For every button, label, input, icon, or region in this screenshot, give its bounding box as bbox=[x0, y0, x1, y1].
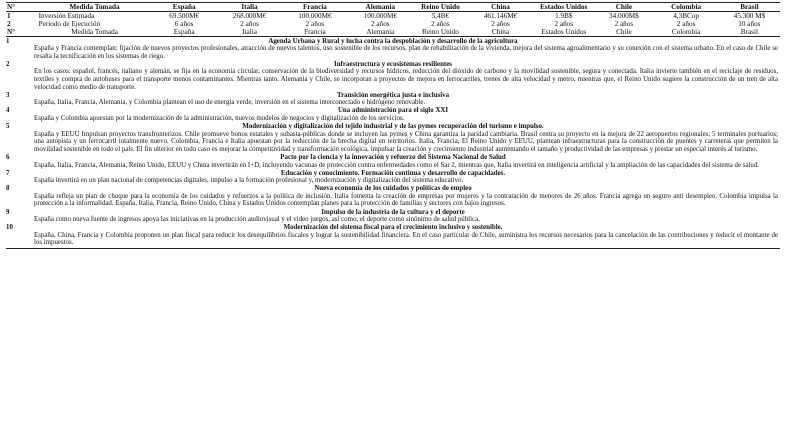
section-header bbox=[6, 170, 780, 178]
section-text: España y EEUU Impulsan proyectos transfronterizos. Chile promueve bonos estatales y subasta-públicas donde se incluyen las pymes y China garantiza la paridad cambiaria. Brasil centra su proyecto en la mejora de 22 aeropuertos regionales; 5 terminales portuarios; una autopista y un ferrocarril totalmente nuevo. Colombia, Francia e Italia apuestan por la reducción de la brecha digital en territorios. Italia, Francia, El Reino Unido y EEUU, plantean infraestructuras para la construcción de puentes y carreteras que permiten la movilidad sostenible en todo el país. El fin ulterior en todo caso es mejorar la competitividad y transformación ecológica, impulsar la creación y crecimiento industrial aumentando el tamaño y productividad de las empresas y prestar un especial interés al turismo. bbox=[34, 130, 778, 153]
header-country: Colombia bbox=[653, 3, 718, 12]
row-value: 2 años bbox=[240, 20, 259, 28]
table-row bbox=[6, 20, 780, 28]
row-value: 100.000M€ bbox=[363, 12, 397, 20]
row-value: 2 años bbox=[614, 20, 634, 28]
row-value: 268.000M€ bbox=[232, 12, 267, 20]
subheader-country: Chile bbox=[594, 28, 653, 37]
subheader-country: Reino Unido bbox=[413, 28, 468, 37]
row-value: 100.000M€ bbox=[298, 12, 332, 20]
row-value: 2 años bbox=[371, 20, 390, 28]
row-value: 10 años bbox=[738, 20, 761, 28]
section bbox=[6, 224, 780, 247]
comparison-table bbox=[6, 2, 780, 37]
section-text: España, Italia, Francia, Alemania, Reino Unido, EEUU y China invertirán en I+D, incluyendo vacunas de protección contra enfermedades como el Sar 2, mientras que, Italia invertirá en inteligencia artificial y la ampliación de las capacidades del sistema de salud. bbox=[34, 161, 760, 169]
row-value: 2 años bbox=[491, 20, 510, 28]
section-title: Infraestructura y ecosistemas resilientes bbox=[334, 60, 452, 68]
section bbox=[6, 154, 780, 169]
row-value: 1.9B$ bbox=[555, 12, 573, 20]
header-measure: Medida Tomada bbox=[38, 3, 152, 12]
section-title: Agenda Urbana y Rural y lucha contra la despoblación y desarrollo de la agricultura bbox=[268, 37, 518, 45]
subheader-country: Brasil bbox=[719, 28, 780, 37]
section-title: Educación y conocimiento. Formación continua y desarrollo de capacidades. bbox=[280, 169, 506, 177]
section-header bbox=[6, 107, 780, 115]
section-text: España y Colombia apuestan por la modernización de la administración, nuevos modelos de negocios y digitalización de los servicios. bbox=[34, 114, 405, 122]
section bbox=[6, 209, 780, 224]
section-text: España refleja un plan de choque para la economía de los cuidados y refuerzos a la política de inclusión. Italia fomenta la creación de empresas por mujeres y la contratación de menores de 26 años. Francia agrega un seguro anti desempleo. Colombia impulsa la protección a la informalidad. España, Italia, Francia, Reino Unido, China y Estados Unidos contemplan planes para la protección de familias y sectores con bajos ingresos. bbox=[34, 192, 778, 208]
row-value: 2 años bbox=[676, 20, 696, 28]
subheader-measure: Medida Tomada bbox=[38, 28, 152, 37]
section bbox=[6, 123, 780, 153]
row-value: 45.300 M$ bbox=[733, 12, 766, 20]
header-country: Chile bbox=[594, 3, 653, 12]
subheader-country: Francia bbox=[282, 28, 347, 37]
row-value: 2 años bbox=[554, 20, 574, 28]
section bbox=[6, 92, 780, 107]
section-number: 8 bbox=[6, 185, 10, 193]
section bbox=[6, 185, 780, 208]
row-number: 1 bbox=[7, 12, 11, 20]
row-label: Periodo de Ejecución bbox=[38, 20, 101, 28]
section-number: 10 bbox=[6, 224, 13, 232]
subheader-country: China bbox=[468, 28, 533, 37]
header-country: Alemania bbox=[348, 3, 413, 12]
section-number: 2 bbox=[6, 60, 10, 68]
section-text: España, China, Francia y Colombia proponen un plan fiscal para reducir los desequilibrios fiscales y lograr la sostenibilidad financiera. En el caso particular de Chile, suministra los recursos necesarios para la cancelación de las contribuciones y reducir el montante de los impuestos. bbox=[34, 231, 778, 247]
section-title: Modernización del sistema fiscal para el crecimiento inclusivo y sostenible. bbox=[283, 224, 503, 232]
section-title: Transición energética justa e inclusiva bbox=[336, 91, 450, 99]
section-header bbox=[6, 209, 780, 217]
section-header bbox=[6, 154, 780, 162]
section-title: Impulso de la industria de la cultura y el deporte bbox=[321, 208, 465, 216]
section-header bbox=[6, 123, 780, 131]
section-number: 1 bbox=[6, 37, 10, 45]
section-text: España como nueva fuente de ingresos apoya las iniciativas en la producción audiovisual y el video juegos, así como, el deporte como sinónimo de salud pública. bbox=[34, 216, 480, 224]
section-title: Una administración para el siglo XXI bbox=[337, 107, 449, 115]
section bbox=[6, 61, 780, 91]
section bbox=[6, 107, 780, 122]
section-text: España invertirá en un plan nacional de competencias digitales, impulso a la formación profesional y, modernización y digitalización del sistema educativo. bbox=[34, 177, 464, 185]
section-number: 7 bbox=[6, 169, 10, 177]
subheader-country: España bbox=[152, 28, 217, 37]
subheader-country: Colombia bbox=[653, 28, 718, 37]
header-number: N° bbox=[6, 3, 38, 12]
section-number: 9 bbox=[6, 208, 10, 216]
header-country: Francia bbox=[282, 3, 347, 12]
header-country: España bbox=[152, 3, 217, 12]
sections-list bbox=[6, 38, 780, 248]
section-header bbox=[6, 92, 780, 100]
row-value: 69.500M€ bbox=[169, 12, 200, 20]
section-number: 3 bbox=[6, 91, 10, 99]
subheader-country: Italia bbox=[217, 28, 282, 37]
section-header bbox=[6, 38, 780, 46]
section-text: En los casos: español, francés, italiano y alemán, se fija en la economía circular, conservación de la biodiversidad y recursos hídricos, reducción del dióxido de carbono y la movilidad sostenible, segura y conectada. Italia invierte también en el reciclaje de residuos, textiles y compra de autobuses para el transporte menos contaminantes. Mientras tanto, Alemania y Chile, se incorporan a proyectos de mejora en ferrocarriles, trenes de alta velocidad y metro, mientras que, el Reino Unido sugiere la construcción de un tren de alta velocidad como medio de transporte. bbox=[34, 68, 778, 91]
header-country: Reino Unido bbox=[413, 3, 468, 12]
subheader-country: Estados Unidos bbox=[533, 28, 594, 37]
header-country: Brasil bbox=[719, 3, 780, 12]
section-header bbox=[6, 224, 780, 232]
section-header bbox=[6, 61, 780, 69]
row-value: 461.146M€ bbox=[483, 12, 518, 20]
row-value: 2 años bbox=[431, 20, 450, 28]
subheader-country: Alemania bbox=[348, 28, 413, 37]
row-value: 2 años bbox=[305, 20, 325, 28]
section-text: España, Italia, Francia, Alemania, y Colombia plantean el uso de energía verde, inversión en el sistema interconectado e hidrógeno renovable. bbox=[34, 99, 426, 107]
table-header-row bbox=[6, 3, 780, 12]
section bbox=[6, 170, 780, 185]
section-number: 5 bbox=[6, 123, 10, 131]
section-title: Modernización y digitalización del tejido industrial y de las pymes recuperación del turismo e impulso. bbox=[242, 123, 544, 131]
bottom-rule bbox=[6, 248, 780, 249]
section-header bbox=[6, 185, 780, 193]
section-title: Nueva economía de los cuidados y políticas de empleo bbox=[314, 185, 472, 193]
row-number: 2 bbox=[7, 20, 11, 28]
header-country: China bbox=[468, 3, 533, 12]
header-country: Estados Unidos bbox=[533, 3, 594, 12]
section-number: 4 bbox=[6, 107, 10, 115]
section-text: España y Francia contemplan: fijación de nuevos proyectos profesionales, atracción de nuevos talentos, uso sostenible de los recursos, plan de rehabilitación de la vivienda, mejora del sistema agroalimentario y su conexión con el sistema urbano. En el caso de Chile se resalta la tecnificación en los sistemas de riego. bbox=[34, 45, 778, 60]
row-value: 4,3BCop bbox=[673, 12, 699, 20]
row-label: Inversión Estimada bbox=[38, 12, 95, 20]
row-value: 34.000M$ bbox=[609, 12, 639, 20]
subheader-number: N° bbox=[6, 28, 38, 37]
header-country: Italia bbox=[217, 3, 282, 12]
section-number: 6 bbox=[6, 153, 10, 161]
row-value: 5,4B€ bbox=[431, 12, 450, 20]
row-value: 6 años bbox=[174, 20, 194, 28]
table-row bbox=[6, 12, 780, 21]
section bbox=[6, 38, 780, 61]
section-title: Pacto por la ciencia y la innovación y refuerzo del Sistema Nacional de Salud bbox=[280, 153, 506, 161]
table-subheader-row bbox=[6, 28, 780, 37]
